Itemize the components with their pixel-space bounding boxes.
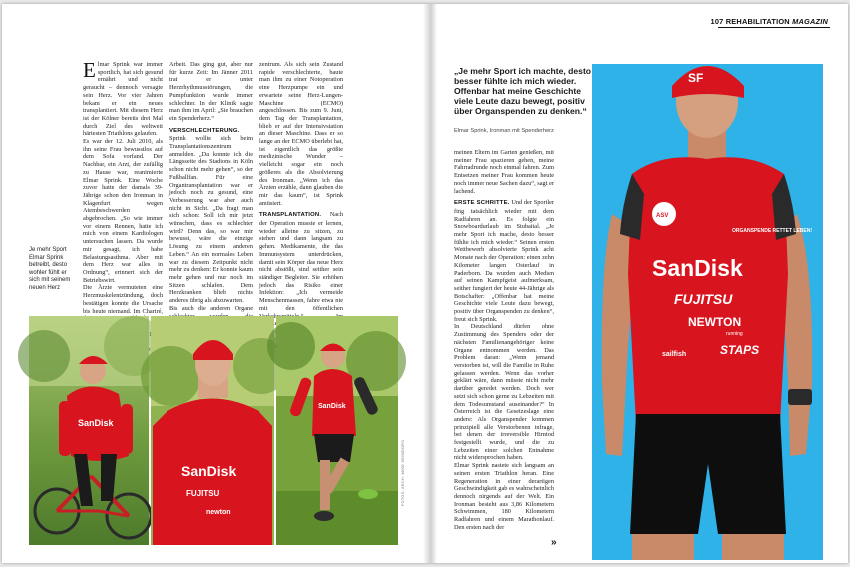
svg-text:SF: SF bbox=[688, 71, 704, 85]
photo-athlete-main bbox=[592, 64, 823, 560]
photo-credit: FOTOS: ARCH. MIKE SEIMDORS bbox=[401, 439, 405, 506]
photo-caption: Je mehr Sport Elmar Sprink betreibt, desto wohler fühlt er sich mit seinem neuen Herz bbox=[29, 247, 71, 291]
pull-quote-source: Elmar Sprink, Ironman mit Spenderherz bbox=[454, 128, 554, 134]
paragraph bbox=[454, 199, 554, 323]
article-column-4 bbox=[454, 149, 554, 549]
jersey-staps: STAPS bbox=[720, 343, 760, 357]
jersey-sailfish: sailfish bbox=[662, 351, 687, 358]
jersey-fujitsu: FUJITSU bbox=[674, 291, 733, 307]
jersey-sandisk: SanDisk bbox=[652, 255, 743, 281]
svg-text:SanDisk: SanDisk bbox=[181, 463, 237, 479]
paragraph-text: Die Ärzte vermuteten eine Herzmuskelentzündung, doch bestätigen konnte die Ursache bis heute niemand. Im Chariré, bbox=[83, 284, 163, 315]
paragraph-text: Arbeit. Das ging gut, aber nur für kurze Zeit: Im Jänner 2011 trat er unter Herzrhythmusstörungen, die Pumpfunktion wurde immer schlechter. In der Klinik sagte man ihm im April: „Sie brauchen ein Spenderherz.“ bbox=[169, 61, 253, 122]
svg-text:SanDisk: SanDisk bbox=[78, 418, 114, 428]
paragraph bbox=[454, 149, 554, 195]
jersey-newton: NEWTON bbox=[688, 315, 742, 329]
page-number: 107 bbox=[710, 17, 724, 26]
article-column-2 bbox=[169, 61, 253, 312]
pull-quote: „Je mehr Sport ich machte, desto besser fühlte ich mich wieder. Offenbar hat meine Geschichte viele Leute dazu bewegt, positiv über Organspenden zu denken.“ bbox=[454, 66, 592, 117]
svg-text:newton: newton bbox=[206, 509, 231, 516]
subheading: ERSTE SCHRITTE. bbox=[454, 200, 510, 207]
athlete-illustration bbox=[592, 64, 823, 560]
svg-text:FUJITSU: FUJITSU bbox=[186, 489, 220, 498]
magazine-spread bbox=[2, 4, 848, 563]
section-name: REHABILITATION bbox=[725, 17, 790, 26]
paragraph bbox=[83, 138, 163, 284]
photo-runner bbox=[276, 316, 398, 545]
paragraph-text: Und der Sportler fing tatsächlich wieder mit dem Radfahren an. Es folgte ein Snowboardurlaub im Stubaital. „Je mehr Sport ich mache, desto besser fühlte ich mich wieder.“ Seinen ersten Wettbewerb absolvierte Sprink acht Monate nach der Operation: einen zehn Kilometer langen Osterlauf in Paderborn. Da wurden auch Medien auf seinen Kampfgeist aufmerksam, seither fungiert der heute 44-Jährige als Botschafter: „Offenbar hat meine Geschichte viele Leute dazu bewegt, positiv über Organspenden zu denken“, freut sich Sprink. bbox=[454, 199, 554, 323]
portrait-illustration bbox=[151, 316, 274, 545]
paragraph-text: lmar Sprink war immer sportlich, hat sich gesund ernährt und nicht geraucht – dennoch versagte sein Herz. Vor vier Jahren bekam er ein neues transplantiert. Mit diesem Herz ist der Kölner bereits drei Mal durch Ziel des weltweit härtesten Triathlons gelaufen. bbox=[83, 61, 163, 138]
svg-text:SanDisk: SanDisk bbox=[318, 403, 346, 410]
jersey-asv: ASV bbox=[656, 213, 669, 219]
runner-illustration bbox=[276, 316, 398, 545]
paragraph-text: Nach der Operation musste er lernen, wieder alleine zu sitzen, zu stehen und dann langsam zu gehen. Medikamente, die das Immunsystem unterdrücken, damit sein Körper das neue Herz nicht abstößt, sind seither sein ständiger Begleiter. Sie erhöhen jedoch das Risiko einer Infektion: „Ich vermeide Menschenmassen, fahre etwa nie mit den öffentlichen Krankenhaus bbox=[259, 211, 343, 328]
paragraph-text: meinen Eltern im Garten genießen, mit meiner Frau spazieren gehen, meine Fahrradrunde noch einmal fahren. Zum Entsetzen meiner Frau kommen heute noch immer neue Sachen dazu“, sagt er lachend. bbox=[454, 149, 554, 195]
paragraph-text: In Deutschland dürfen ohne Zustimmung des Spenders oder der nächsten Familienangehöriger keine Organe entnommen werden. Das Problem daran: „Wenn jemand verstorben ist, will die Familie in Ruhe gelassen werden. Wenn das vorher geklärt wäre, dann müsste nicht mehr darüber geredet werden. Doch wer setzt sich schon gerne zu Lebzeiten mit dem Todesumstand auseinander?“ In Österreich ist die Gesetzeslage eine andere: Als Organspender kommen prinzipiell alle Verstorbenen infrage, bei denen der irreversible Hirntod festgestellt wurde, und die zu Lebzeiten einer solchen Entnahme nicht widersprochen haben. bbox=[454, 323, 554, 462]
page-gutter bbox=[423, 4, 437, 563]
subheading: VERSCHLECHTERUNG. bbox=[169, 127, 240, 134]
paragraph bbox=[259, 61, 343, 207]
jersey-slogan: ORGANSPENDE RETTET LEBEN! bbox=[732, 228, 813, 234]
paragraph bbox=[454, 462, 554, 531]
article-column-3 bbox=[259, 61, 343, 328]
paragraph bbox=[83, 58, 163, 138]
photo-portrait bbox=[151, 316, 274, 545]
paragraph-text: Sprink wollte sich beim Transplantationszentrum anmelden. „Da konnte ich die Längsseite des Stadions in Köln schon nicht mehr gehen“, so der Fußballfan. Für eine Organtransplantation war er jedoch noch zu gesund, eine Verbesserung war aber auch nicht in Sicht. „Da fragt man sich schon: Soll ich mir jetzt wünschen, dass es schlechter wird? Denn das, so war mir bewusst, wäre die einzige Lösung zu einem anderen Leben.“ An ein normales Leben war zu diesem Zeitpunkt nicht mehr zu denken: Er konnte kaum mehr gehen und nur noch im Sitzen schlafen. Dem Herzkranken blieb nichts anderes übrig als abzuwarten. bbox=[169, 135, 253, 305]
article-column-1 bbox=[83, 58, 163, 315]
continue-arrow: » bbox=[551, 537, 557, 548]
paragraph bbox=[169, 61, 253, 123]
photo-cyclist bbox=[29, 316, 149, 545]
paragraph-text: Elmar Sprink nastete sich langsam an seinen ersten Triathlon heran. Eine Regeneration in einer derartigen Geschwindigkeit gab es wahrscheinlich dennoch nirgends auf der Welt. Ein Ironman besteht aus 3,86 Kilometern Schwimmen, 180 Kilometern Radfahren und einem Marathonlauf. Den ersten nach der bbox=[454, 462, 554, 531]
page-header bbox=[711, 17, 828, 26]
paragraph bbox=[454, 323, 554, 462]
dropcap: E bbox=[83, 58, 96, 82]
cyclist-illustration bbox=[29, 316, 149, 545]
paragraph-text: Es war der 12. Juli 2010, als ihn seine Frau bewusstlos auf dem Sofa vorfand. Der Nachbar, ein Arzt, der zufällig zu Hause war, reanimierte Elmar Sprink. Eine Woche zuvor hatte der damals 39-Jährige schon den Ironman in Klagenfurt wegen Atembeschwerden abgebrochen. „So wie immer vor einem Rennen, hatte ich mich von einem Kardiologen untersuchen lassen. Da wurde mir gesagt, ich habe Belastungsasthma. Aber mit dem Herz war alles in Ordnung“, erinnert sich der Betriebswirt. bbox=[83, 138, 163, 284]
header-rule bbox=[718, 27, 830, 28]
paragraph-text: Bis auch die anderen Organe bbox=[169, 304, 253, 312]
magazine-name: MAGAZIN bbox=[792, 17, 828, 26]
paragraph-text: zentrum. Als sich sein Zustand rapide verschlechterte, baute man ihm zu einer Notoperation eine Herzpumpe ein und erwartete seine Herz-Lungen-Maschine (ECMO) angeschlossen. Bis zum 9. Juni, dem Tag der Transplantation, blieb er auf der Intensivstation an dieser Maschine. Dass er so lange an der ECMO überlebt hat, ist eigentlich das größte medizinische Wunder – vielleicht sogar ein noch größeres als die Absolvierung des Ironman. „Wenn ich das Ärzten erzähle, dann glauben die mir das kaum“, ist Sprink amüsiert. bbox=[259, 61, 343, 207]
jersey-newton-sub: running bbox=[726, 331, 743, 337]
paragraph bbox=[169, 127, 253, 305]
subheading: TRANSPLANTATION. bbox=[259, 212, 322, 219]
